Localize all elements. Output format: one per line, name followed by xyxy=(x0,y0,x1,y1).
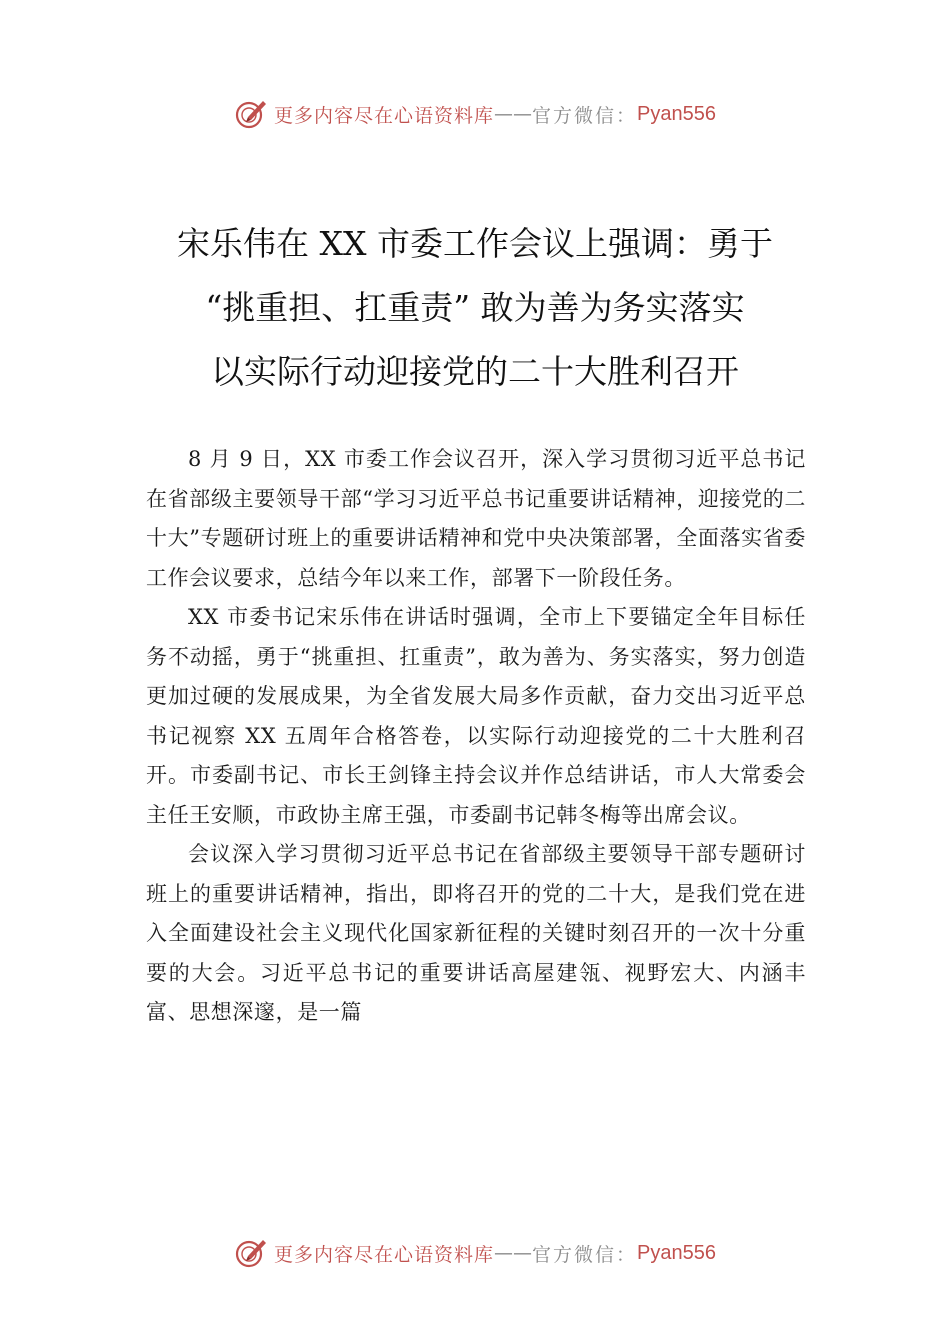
paragraph: XX 市委书记宋乐伟在讲话时强调，全市上下要锚定全年目标任务不动摇，勇于“挑重担、扛重责”，敢为善为、务实落实，努力创造更加过硬的发展成果，为全省发展大局多作贡献，奋力交出习近平总书记视察 XX 五周年合格答卷，以实际行动迎接党的二十大胜利召开。市委副书记、市长王剑锋主持会议并作总结讲话，市人大常委会主任王安顺，市政协主席王强，市委副书记韩冬梅等出席会议。 xyxy=(146,605,806,827)
paragraph: 会议深入学习贯彻习近平总书记在省部级主要领导干部专题研讨班上的重要讲话精神，指出，即将召开的党的二十大，是我们党在进入全面建设社会主义现代化国家新征程的关键时刻召开的一次十分重要的大会。习近平总书记的重要讲话高屋建瓴、视野宏大、内涵丰富、思想深邃，是一篇 xyxy=(146,842,806,1024)
pen-logo-icon xyxy=(234,97,268,131)
banner-separator: —— xyxy=(494,1242,533,1264)
banner-separator: —— xyxy=(494,103,533,125)
banner-text: 更多内容尽在心语资料库 xyxy=(274,104,495,127)
title-line: 以实际行动迎接党的二十大胜利召开 xyxy=(211,352,739,391)
paragraph: 8 月 9 日，XX 市委工作会议召开，深入学习贯彻习近平总书记在省部级主要领导干部“学习习近平总书记重要讲话精神，迎接党的二十大”专题研讨班上的重要讲话精神和党中央决策部署，全面落实省委工作会议要求，总结今年以来工作，部署下一阶段任务。 xyxy=(146,447,806,590)
article-body xyxy=(146,440,806,1033)
banner-wechat-label: 官方微信： xyxy=(532,104,638,127)
title-line: “挑重担、扛重责” 敢为善为务实落实 xyxy=(205,288,745,327)
header-banner xyxy=(0,94,950,134)
banner-text: 更多内容尽在心语资料库 xyxy=(274,1243,495,1266)
pen-logo-icon xyxy=(234,1236,268,1270)
article-title xyxy=(120,212,830,404)
footer-banner xyxy=(0,1233,950,1273)
title-line: 宋乐伟在 XX 市委工作会议上强调：勇于 xyxy=(177,224,773,263)
banner-wechat-id: Pyan556 xyxy=(637,1241,716,1264)
banner-wechat-id: Pyan556 xyxy=(637,102,716,125)
banner-wechat-label: 官方微信： xyxy=(532,1243,638,1266)
